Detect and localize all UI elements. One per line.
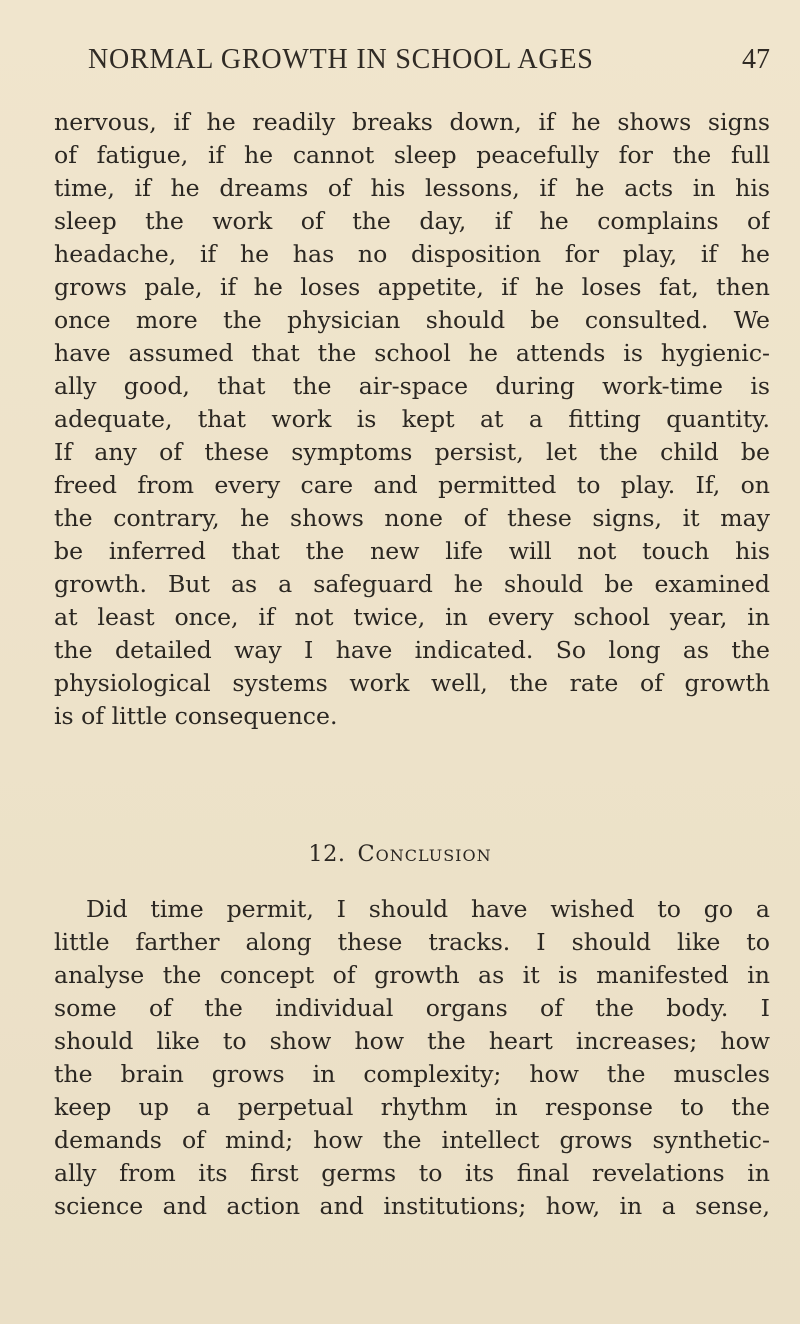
text-line: If any of these symptoms persist, let the child be xyxy=(54,438,770,466)
running-head-title: NORMAL GROWTH IN SCHOOL AGES xyxy=(88,44,594,75)
text-line: once more the physician should be consulted. We xyxy=(54,306,770,334)
text-line: some of the individual organs of the body. I xyxy=(54,994,770,1022)
text-line: grows pale, if he loses appetite, if he loses fat, then xyxy=(54,273,770,301)
text-line: physiological systems work well, the rate of growth xyxy=(54,669,770,697)
text-line: is of little consequence. xyxy=(54,702,338,730)
text-line: little farther along these tracks. I should like to xyxy=(54,928,770,956)
text-line: have assumed that the school he attends is hygienic- xyxy=(54,339,770,367)
text-line: the detailed way I have indicated. So long as the xyxy=(54,636,770,664)
text-line: at least once, if not twice, in every school year, in xyxy=(54,603,770,631)
text-line: sleep the work of the day, if he complains of xyxy=(54,207,770,235)
text-line: ally from its first germs to its final revelations in xyxy=(54,1159,770,1187)
text-line: be inferred that the new life will not touch his xyxy=(54,537,770,565)
text-line: analyse the concept of growth as it is manifested in xyxy=(54,961,770,989)
text-line: the brain grows in complexity; how the muscles xyxy=(54,1060,770,1088)
text-line: nervous, if he readily breaks down, if he shows signs xyxy=(54,108,770,136)
text-line: of fatigue, if he cannot sleep peacefully for the full xyxy=(54,141,770,169)
text-line: growth. But as a safeguard he should be examined xyxy=(54,570,770,598)
text-line: adequate, that work is kept at a fitting quantity. xyxy=(54,405,770,433)
text-line: science and action and institutions; how, in a sense, xyxy=(54,1192,770,1220)
body-paragraph-1 xyxy=(54,106,770,733)
section-number: 12. xyxy=(308,841,346,867)
text-line: freed from every care and permitted to play. If, on xyxy=(54,471,770,499)
text-line: headache, if he has no disposition for play, if he xyxy=(54,240,770,268)
page-number: 47 xyxy=(742,44,770,75)
running-head xyxy=(54,38,770,82)
text-line: demands of mind; how the intellect grows synthetic- xyxy=(54,1126,770,1154)
text-line: the contrary, he shows none of these signs, it may xyxy=(54,504,770,532)
text-line: time, if he dreams of his lessons, if he acts in his xyxy=(54,174,770,202)
section-heading xyxy=(0,838,800,871)
section-title: Conclusion xyxy=(357,841,492,867)
text-line: should like to show how the heart increases; how xyxy=(54,1027,770,1055)
text-line: keep up a perpetual rhythm in response to the xyxy=(54,1093,770,1121)
text-line: ally good, that the air-space during work-time is xyxy=(54,372,770,400)
body-paragraph-2 xyxy=(54,893,770,1223)
text-line: Did time permit, I should have wished to go a xyxy=(86,895,770,923)
